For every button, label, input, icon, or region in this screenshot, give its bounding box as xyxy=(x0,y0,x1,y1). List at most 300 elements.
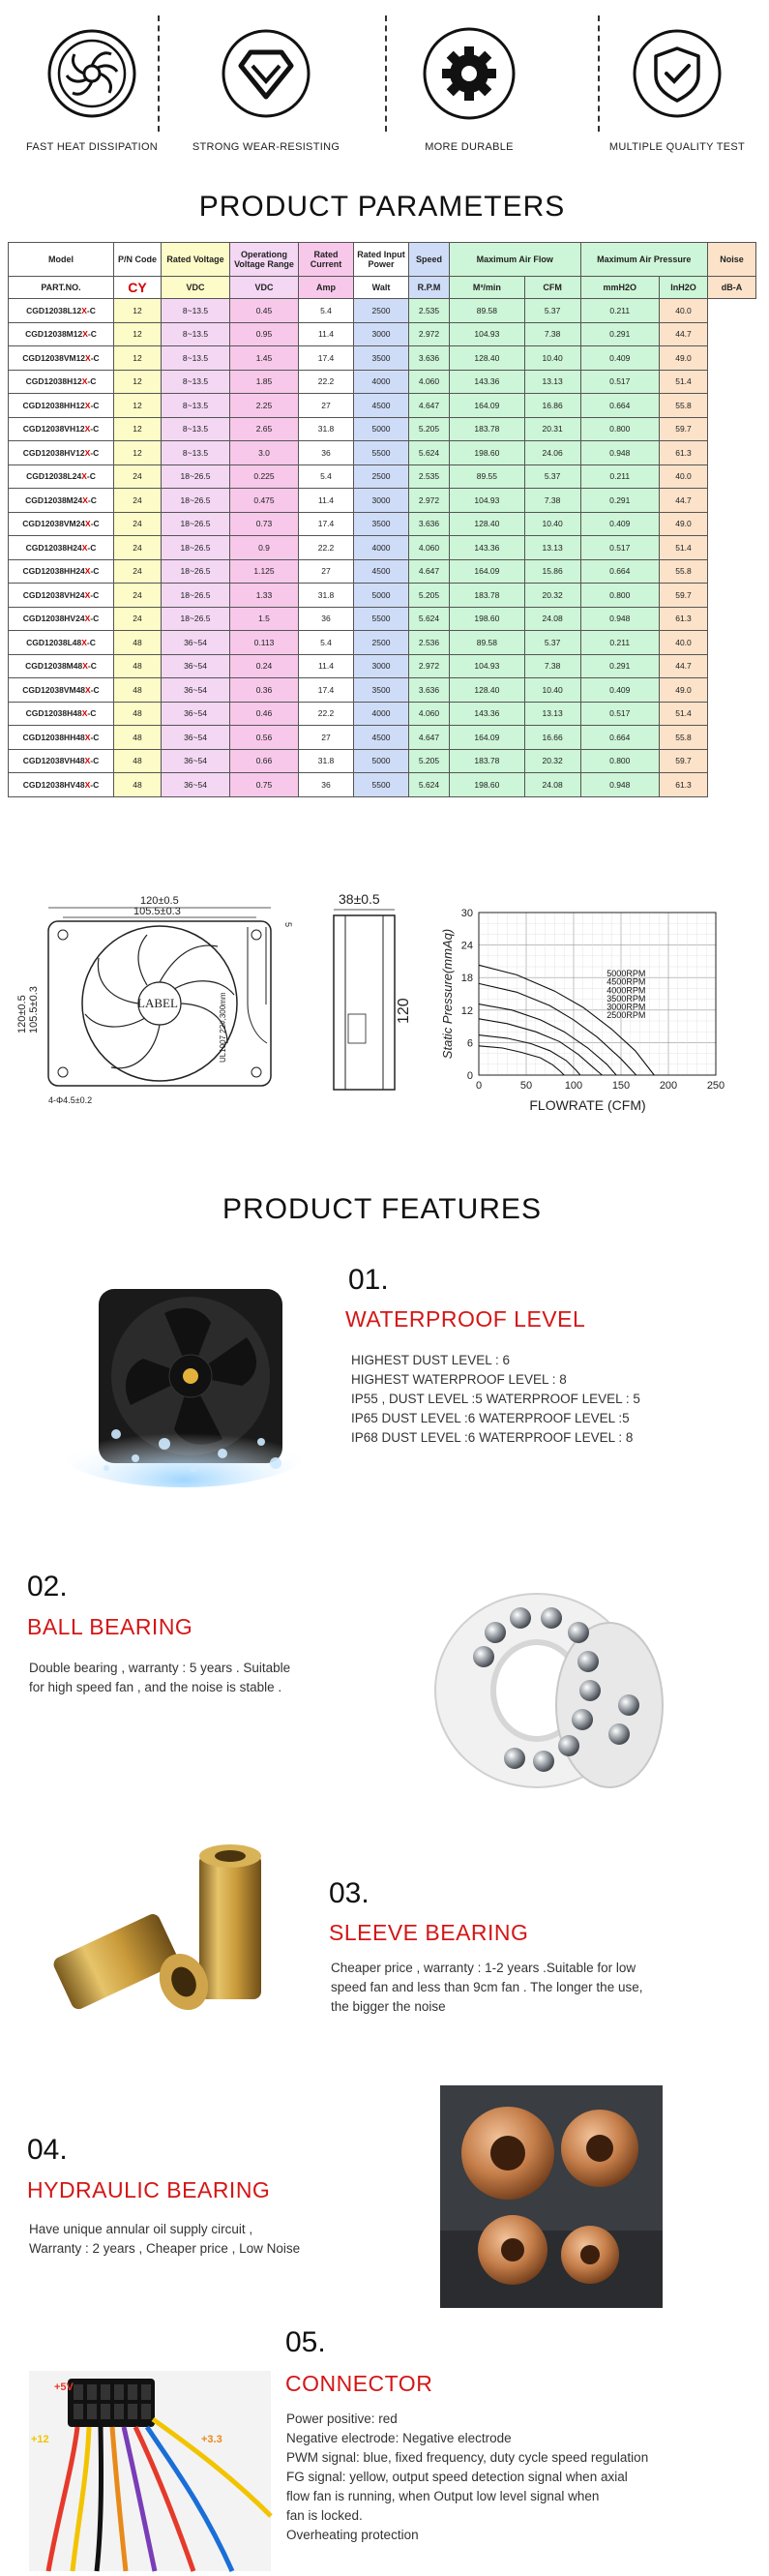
cell-amp: 1.85 xyxy=(230,370,299,394)
cell-in: 0.409 xyxy=(580,346,660,371)
table-row xyxy=(9,299,756,323)
series-line xyxy=(479,1046,564,1075)
cell-rpm: 3500 xyxy=(354,512,409,536)
model-end: -C xyxy=(90,566,100,577)
unit-cell: mmH2O xyxy=(580,277,660,299)
desc-line: Power positive: red xyxy=(286,2411,398,2426)
cell-db: 49.0 xyxy=(660,346,708,371)
cell-range: 36~54 xyxy=(162,749,230,773)
cell-rpm: 4500 xyxy=(354,394,409,418)
table-row xyxy=(9,584,756,608)
unit-cell: VDC xyxy=(230,277,299,299)
x-tick-label: 250 xyxy=(706,1080,725,1092)
cell-m3: 4.647 xyxy=(409,394,450,418)
model-cell xyxy=(9,726,114,750)
model-cell xyxy=(9,299,114,323)
legend-label: 2500RPM xyxy=(606,1010,646,1021)
wire-note: UL1007 22#,300mm xyxy=(219,992,227,1063)
unit-cell: Amp xyxy=(299,277,354,299)
model-end: -C xyxy=(90,589,100,600)
cell-m3: 2.535 xyxy=(409,464,450,489)
feature-title: BALL BEARING xyxy=(27,1614,193,1639)
cell-mm: 20.32 xyxy=(524,749,580,773)
cell-in: 0.948 xyxy=(580,773,660,797)
model-cell xyxy=(9,370,114,394)
cell-w: 22.2 xyxy=(299,702,354,726)
model-cell xyxy=(9,607,114,631)
model-suffix: X xyxy=(81,471,87,482)
x-tick-label: 0 xyxy=(475,1080,483,1092)
cell-amp: 0.95 xyxy=(230,322,299,346)
cell-db: 59.7 xyxy=(660,417,708,441)
cell-mm: 13.13 xyxy=(524,370,580,394)
y-tick-label: 30 xyxy=(460,908,473,919)
cell-m3: 5.624 xyxy=(409,441,450,465)
cell-cfm: 89.55 xyxy=(450,464,525,489)
cell-db: 59.7 xyxy=(660,749,708,773)
cell-v: 24 xyxy=(114,559,162,584)
side-height: 120 xyxy=(396,998,412,1024)
cell-mm: 10.40 xyxy=(524,346,580,371)
dim-pitch: 105.5±0.3 xyxy=(133,906,181,917)
params-title: PRODUCT PARAMETERS xyxy=(198,191,566,223)
feature-number: 03. xyxy=(329,1877,370,1909)
desc-line: HIGHEST DUST LEVEL : 6 xyxy=(351,1353,511,1367)
cell-cfm: 143.36 xyxy=(450,702,525,726)
cell-v: 24 xyxy=(114,464,162,489)
x-tick-label: 150 xyxy=(611,1080,631,1092)
model-base: CGD12038M24 xyxy=(25,494,83,505)
table-row xyxy=(9,773,756,797)
cell-rpm: 3000 xyxy=(354,654,409,678)
cell-w: 5.4 xyxy=(299,631,354,655)
model-cell xyxy=(9,559,114,584)
col-header: P/N Code xyxy=(114,243,162,277)
model-end: -C xyxy=(87,542,97,553)
cell-w: 22.2 xyxy=(299,370,354,394)
x-tick-label: 100 xyxy=(564,1080,583,1092)
table-row xyxy=(9,441,756,465)
table-row xyxy=(9,678,756,703)
cell-in: 0.664 xyxy=(580,394,660,418)
cell-range: 8~13.5 xyxy=(162,322,230,346)
cell-w: 36 xyxy=(299,607,354,631)
pn-code-cell xyxy=(114,277,162,299)
model-cell xyxy=(9,584,114,608)
cell-w: 17.4 xyxy=(299,678,354,703)
cell-in: 0.517 xyxy=(580,536,660,560)
model-end: -C xyxy=(87,708,97,719)
cell-m3: 5.624 xyxy=(409,773,450,797)
cell-amp: 0.46 xyxy=(230,702,299,726)
parameter-table xyxy=(8,242,756,797)
model-end: -C xyxy=(87,376,97,387)
model-base: CGD12038VH24 xyxy=(22,589,85,600)
model-base: CGD12038VM12 xyxy=(22,352,86,363)
cell-m3: 2.536 xyxy=(409,631,450,655)
table-row xyxy=(9,607,756,631)
desc-line: PWM signal: blue, fixed frequency, duty cycle speed regulation xyxy=(286,2450,649,2465)
unit-cell: PART.NO. xyxy=(9,277,114,299)
gear-icon xyxy=(423,27,516,120)
cell-mm: 16.86 xyxy=(524,394,580,418)
legend-label: 4000RPM xyxy=(606,985,646,996)
cell-db: 55.8 xyxy=(660,726,708,750)
cell-m3: 2.972 xyxy=(409,489,450,513)
cell-m3: 2.972 xyxy=(409,654,450,678)
model-end: -C xyxy=(90,684,100,695)
model-suffix: X xyxy=(84,589,91,600)
feature-wear-resist xyxy=(174,10,358,153)
feature-label: STRONG WEAR-RESISTING xyxy=(192,141,340,153)
cell-amp: 1.33 xyxy=(230,584,299,608)
unit-cell: R.P.M xyxy=(409,277,450,299)
model-cell xyxy=(9,394,114,418)
cell-rpm: 3500 xyxy=(354,678,409,703)
cell-in: 0.211 xyxy=(580,464,660,489)
cell-range: 8~13.5 xyxy=(162,441,230,465)
feature-number: 02. xyxy=(27,1571,68,1603)
model-base: CGD12038HH24 xyxy=(22,566,85,577)
features-title: PRODUCT FEATURES xyxy=(222,1193,542,1225)
cell-db: 55.8 xyxy=(660,559,708,584)
cell-amp: 0.113 xyxy=(230,631,299,655)
cell-cfm: 104.93 xyxy=(450,654,525,678)
cell-amp: 1.45 xyxy=(230,346,299,371)
y-tick-label: 24 xyxy=(460,940,473,952)
desc-line: Overheating protection xyxy=(286,2528,419,2542)
feature-label: MORE DURABLE xyxy=(425,141,514,153)
cell-amp: 0.9 xyxy=(230,536,299,560)
cell-rpm: 2500 xyxy=(354,631,409,655)
y-tick-label: 6 xyxy=(466,1037,473,1050)
cell-cfm: 164.09 xyxy=(450,559,525,584)
cell-amp: 3.0 xyxy=(230,441,299,465)
table-row xyxy=(9,322,756,346)
cell-in: 0.291 xyxy=(580,654,660,678)
model-suffix: X xyxy=(82,661,88,672)
model-end: -C xyxy=(90,400,100,410)
cell-rpm: 5000 xyxy=(354,584,409,608)
cell-w: 5.4 xyxy=(299,464,354,489)
cell-v: 48 xyxy=(114,631,162,655)
model-end: -C xyxy=(90,352,100,363)
cell-rpm: 4000 xyxy=(354,370,409,394)
desc-line: Warranty : 2 years , Cheaper price , Low Noise xyxy=(29,2241,301,2256)
cell-cfm: 198.60 xyxy=(450,441,525,465)
cell-db: 61.3 xyxy=(660,607,708,631)
table-header-row xyxy=(9,243,756,277)
cell-rpm: 3000 xyxy=(354,489,409,513)
feature-title: SLEEVE BEARING xyxy=(329,1920,529,1945)
cell-db: 51.4 xyxy=(660,702,708,726)
cell-rpm: 4000 xyxy=(354,536,409,560)
cell-rpm: 5000 xyxy=(354,749,409,773)
cell-range: 18~26.5 xyxy=(162,559,230,584)
cell-m3: 5.205 xyxy=(409,584,450,608)
label-5v: +5V xyxy=(54,2381,74,2393)
model-cell xyxy=(9,322,114,346)
cell-m3: 4.647 xyxy=(409,559,450,584)
ball-bearing-image xyxy=(426,1579,677,1802)
cell-db: 49.0 xyxy=(660,678,708,703)
cell-v: 12 xyxy=(114,370,162,394)
cell-db: 59.7 xyxy=(660,584,708,608)
diamond-shield-icon xyxy=(220,27,312,120)
cell-m3: 5.624 xyxy=(409,607,450,631)
cell-amp: 0.73 xyxy=(230,512,299,536)
cell-in: 0.800 xyxy=(580,584,660,608)
cell-db: 40.0 xyxy=(660,631,708,655)
y-tick-label: 18 xyxy=(460,973,473,985)
cell-rpm: 3000 xyxy=(354,322,409,346)
cell-v: 12 xyxy=(114,322,162,346)
cell-v: 24 xyxy=(114,607,162,631)
table-row xyxy=(9,464,756,489)
cell-in: 0.211 xyxy=(580,631,660,655)
y-tick-label: 0 xyxy=(466,1070,473,1082)
desc-line: IP65 DUST LEVEL :6 WATERPROOF LEVEL :5 xyxy=(351,1411,630,1425)
model-end: -C xyxy=(90,756,100,766)
feature-fast-heat xyxy=(0,10,184,153)
model-base: CGD12038HH12 xyxy=(22,400,85,410)
model-end: -C xyxy=(90,779,100,790)
cell-cfm: 89.58 xyxy=(450,299,525,323)
col-header: Operationg Voltage Range xyxy=(230,243,299,277)
cell-in: 0.291 xyxy=(580,322,660,346)
table-row xyxy=(9,417,756,441)
cell-in: 0.664 xyxy=(580,726,660,750)
desc-line: Negative electrode: Negative electrode xyxy=(286,2431,512,2445)
feature-desc xyxy=(351,1351,640,1448)
cell-range: 8~13.5 xyxy=(162,346,230,371)
cell-w: 36 xyxy=(299,441,354,465)
cell-range: 36~54 xyxy=(162,702,230,726)
feature-quality-test xyxy=(585,10,769,153)
model-end: -C xyxy=(90,519,100,529)
feature-number: 01. xyxy=(348,1264,389,1296)
feature-desc xyxy=(331,1959,642,2017)
hole-note: 4-Φ4.5±0.2 xyxy=(48,1095,93,1105)
table-row xyxy=(9,631,756,655)
table-unit-row xyxy=(9,277,756,299)
unit-cell: M³/min xyxy=(450,277,525,299)
cell-mm: 13.13 xyxy=(524,536,580,560)
model-suffix: X xyxy=(84,424,91,434)
model-cell xyxy=(9,773,114,797)
cell-range: 8~13.5 xyxy=(162,299,230,323)
cell-cfm: 104.93 xyxy=(450,322,525,346)
sleeve-bearing-image xyxy=(39,1837,300,2040)
model-suffix: X xyxy=(84,614,91,624)
cell-amp: 0.475 xyxy=(230,489,299,513)
model-base: CGD12038H12 xyxy=(25,376,82,387)
model-suffix: X xyxy=(82,329,88,340)
dim-width: 120±0.5 xyxy=(140,895,179,907)
legend-label: 3500RPM xyxy=(606,993,646,1003)
legend-label: 5000RPM xyxy=(606,969,646,979)
cell-mm: 7.38 xyxy=(524,489,580,513)
feature-title: CONNECTOR xyxy=(285,2371,433,2396)
model-cell xyxy=(9,678,114,703)
model-end: -C xyxy=(90,424,100,434)
table-body xyxy=(9,299,756,797)
cell-cfm: 89.58 xyxy=(450,631,525,655)
cell-db: 61.3 xyxy=(660,773,708,797)
cell-v: 12 xyxy=(114,299,162,323)
model-suffix: X xyxy=(81,305,87,315)
cell-v: 24 xyxy=(114,536,162,560)
cell-m3: 4.647 xyxy=(409,726,450,750)
cell-mm: 10.40 xyxy=(524,512,580,536)
cell-v: 12 xyxy=(114,441,162,465)
cell-v: 12 xyxy=(114,417,162,441)
cell-in: 0.948 xyxy=(580,441,660,465)
feature-label: MULTIPLE QUALITY TEST xyxy=(608,141,746,153)
model-base: CGD12038HV24 xyxy=(22,614,85,624)
cell-m3: 3.636 xyxy=(409,346,450,371)
cell-v: 24 xyxy=(114,489,162,513)
col-header: Noise xyxy=(708,243,756,277)
model-end: -C xyxy=(86,637,96,647)
cell-mm: 24.08 xyxy=(524,607,580,631)
label-12v: +12 xyxy=(31,2434,49,2445)
cell-in: 0.664 xyxy=(580,559,660,584)
front-view-drawing xyxy=(16,888,339,1111)
cell-cfm: 164.09 xyxy=(450,394,525,418)
cell-db: 40.0 xyxy=(660,464,708,489)
cell-v: 12 xyxy=(114,394,162,418)
cell-mm: 24.06 xyxy=(524,441,580,465)
top-dim: 5 xyxy=(283,922,293,928)
feature-desc xyxy=(29,1659,290,1697)
cell-v: 48 xyxy=(114,726,162,750)
cell-w: 17.4 xyxy=(299,512,354,536)
cell-in: 0.517 xyxy=(580,370,660,394)
cell-v: 48 xyxy=(114,678,162,703)
cell-w: 22.2 xyxy=(299,536,354,560)
cell-cfm: 104.93 xyxy=(450,489,525,513)
cell-cfm: 198.60 xyxy=(450,773,525,797)
desc-line: fan is locked. xyxy=(286,2508,363,2523)
cell-range: 36~54 xyxy=(162,654,230,678)
model-base: CGD12038L48 xyxy=(26,637,82,647)
cell-cfm: 128.40 xyxy=(450,512,525,536)
model-end: -C xyxy=(90,447,100,458)
cell-m3: 5.205 xyxy=(409,749,450,773)
x-tick-label: 200 xyxy=(659,1080,678,1092)
cell-mm: 15.86 xyxy=(524,559,580,584)
model-suffix: X xyxy=(81,708,88,719)
col-header: Speed xyxy=(409,243,450,277)
x-tick-label: 50 xyxy=(519,1080,533,1092)
model-base: CGD12038HV12 xyxy=(22,447,85,458)
model-end: -C xyxy=(90,614,100,624)
cell-mm: 10.40 xyxy=(524,678,580,703)
table-row xyxy=(9,749,756,773)
cell-v: 48 xyxy=(114,773,162,797)
cell-w: 5.4 xyxy=(299,299,354,323)
model-base: CGD12038VH12 xyxy=(22,424,85,434)
table-row xyxy=(9,702,756,726)
legend-label: 3000RPM xyxy=(606,1002,646,1012)
cell-rpm: 3500 xyxy=(354,346,409,371)
cell-in: 0.517 xyxy=(580,702,660,726)
model-end: -C xyxy=(87,494,97,505)
cell-w: 31.8 xyxy=(299,417,354,441)
desc-line: IP68 DUST LEVEL :6 WATERPROOF LEVEL : 8 xyxy=(351,1430,634,1445)
cell-amp: 2.25 xyxy=(230,394,299,418)
fan-icon xyxy=(45,27,138,120)
model-cell xyxy=(9,702,114,726)
table-row xyxy=(9,536,756,560)
cell-range: 18~26.5 xyxy=(162,512,230,536)
pq-chart-svg xyxy=(440,905,759,1127)
model-suffix: X xyxy=(82,494,88,505)
feature-number: 05. xyxy=(285,2326,326,2358)
connector-image xyxy=(29,2371,271,2571)
cell-db: 40.0 xyxy=(660,299,708,323)
cell-v: 24 xyxy=(114,584,162,608)
table-row xyxy=(9,654,756,678)
cell-w: 31.8 xyxy=(299,584,354,608)
feature-number: 04. xyxy=(27,2134,68,2166)
cell-cfm: 143.36 xyxy=(450,370,525,394)
model-base: CGD12038H24 xyxy=(25,542,82,553)
col-header: Rated Input Power xyxy=(354,243,409,277)
model-cell xyxy=(9,631,114,655)
model-suffix: X xyxy=(81,637,87,647)
cell-w: 11.4 xyxy=(299,489,354,513)
cell-cfm: 128.40 xyxy=(450,678,525,703)
label-3v3: +3.3 xyxy=(201,2434,222,2445)
model-end: -C xyxy=(90,732,100,742)
cell-db: 44.7 xyxy=(660,489,708,513)
waterproof-fan-image xyxy=(77,1279,310,1487)
model-cell xyxy=(9,346,114,371)
cell-amp: 0.36 xyxy=(230,678,299,703)
desc-line: Cheaper price , warranty : 1-2 years .Suitable for low xyxy=(331,1961,636,1975)
divider xyxy=(158,15,160,132)
cell-rpm: 5500 xyxy=(354,607,409,631)
table-row xyxy=(9,489,756,513)
y-axis-label: Static Pressure(mmAq) xyxy=(440,928,455,1060)
cell-rpm: 4500 xyxy=(354,726,409,750)
feature-label: FAST HEAT DISSIPATION xyxy=(25,141,159,153)
unit-cell: VDC xyxy=(162,277,230,299)
cell-m3: 5.205 xyxy=(409,417,450,441)
cell-db: 51.4 xyxy=(660,370,708,394)
model-cell xyxy=(9,654,114,678)
model-suffix: X xyxy=(84,779,91,790)
cell-range: 36~54 xyxy=(162,773,230,797)
col-header: Rated Current xyxy=(299,243,354,277)
model-base: CGD12038VM24 xyxy=(22,519,86,529)
cell-mm: 16.66 xyxy=(524,726,580,750)
cell-mm: 5.37 xyxy=(524,631,580,655)
cell-in: 0.800 xyxy=(580,749,660,773)
model-end: -C xyxy=(87,661,97,672)
cell-rpm: 5000 xyxy=(354,417,409,441)
model-cell xyxy=(9,512,114,536)
cell-range: 18~26.5 xyxy=(162,464,230,489)
col-header: Maximum Air Flow xyxy=(450,243,581,277)
cell-rpm: 5500 xyxy=(354,441,409,465)
model-cell xyxy=(9,417,114,441)
model-base: CGD12038HV48 xyxy=(22,779,85,790)
table-row xyxy=(9,394,756,418)
cell-range: 8~13.5 xyxy=(162,417,230,441)
